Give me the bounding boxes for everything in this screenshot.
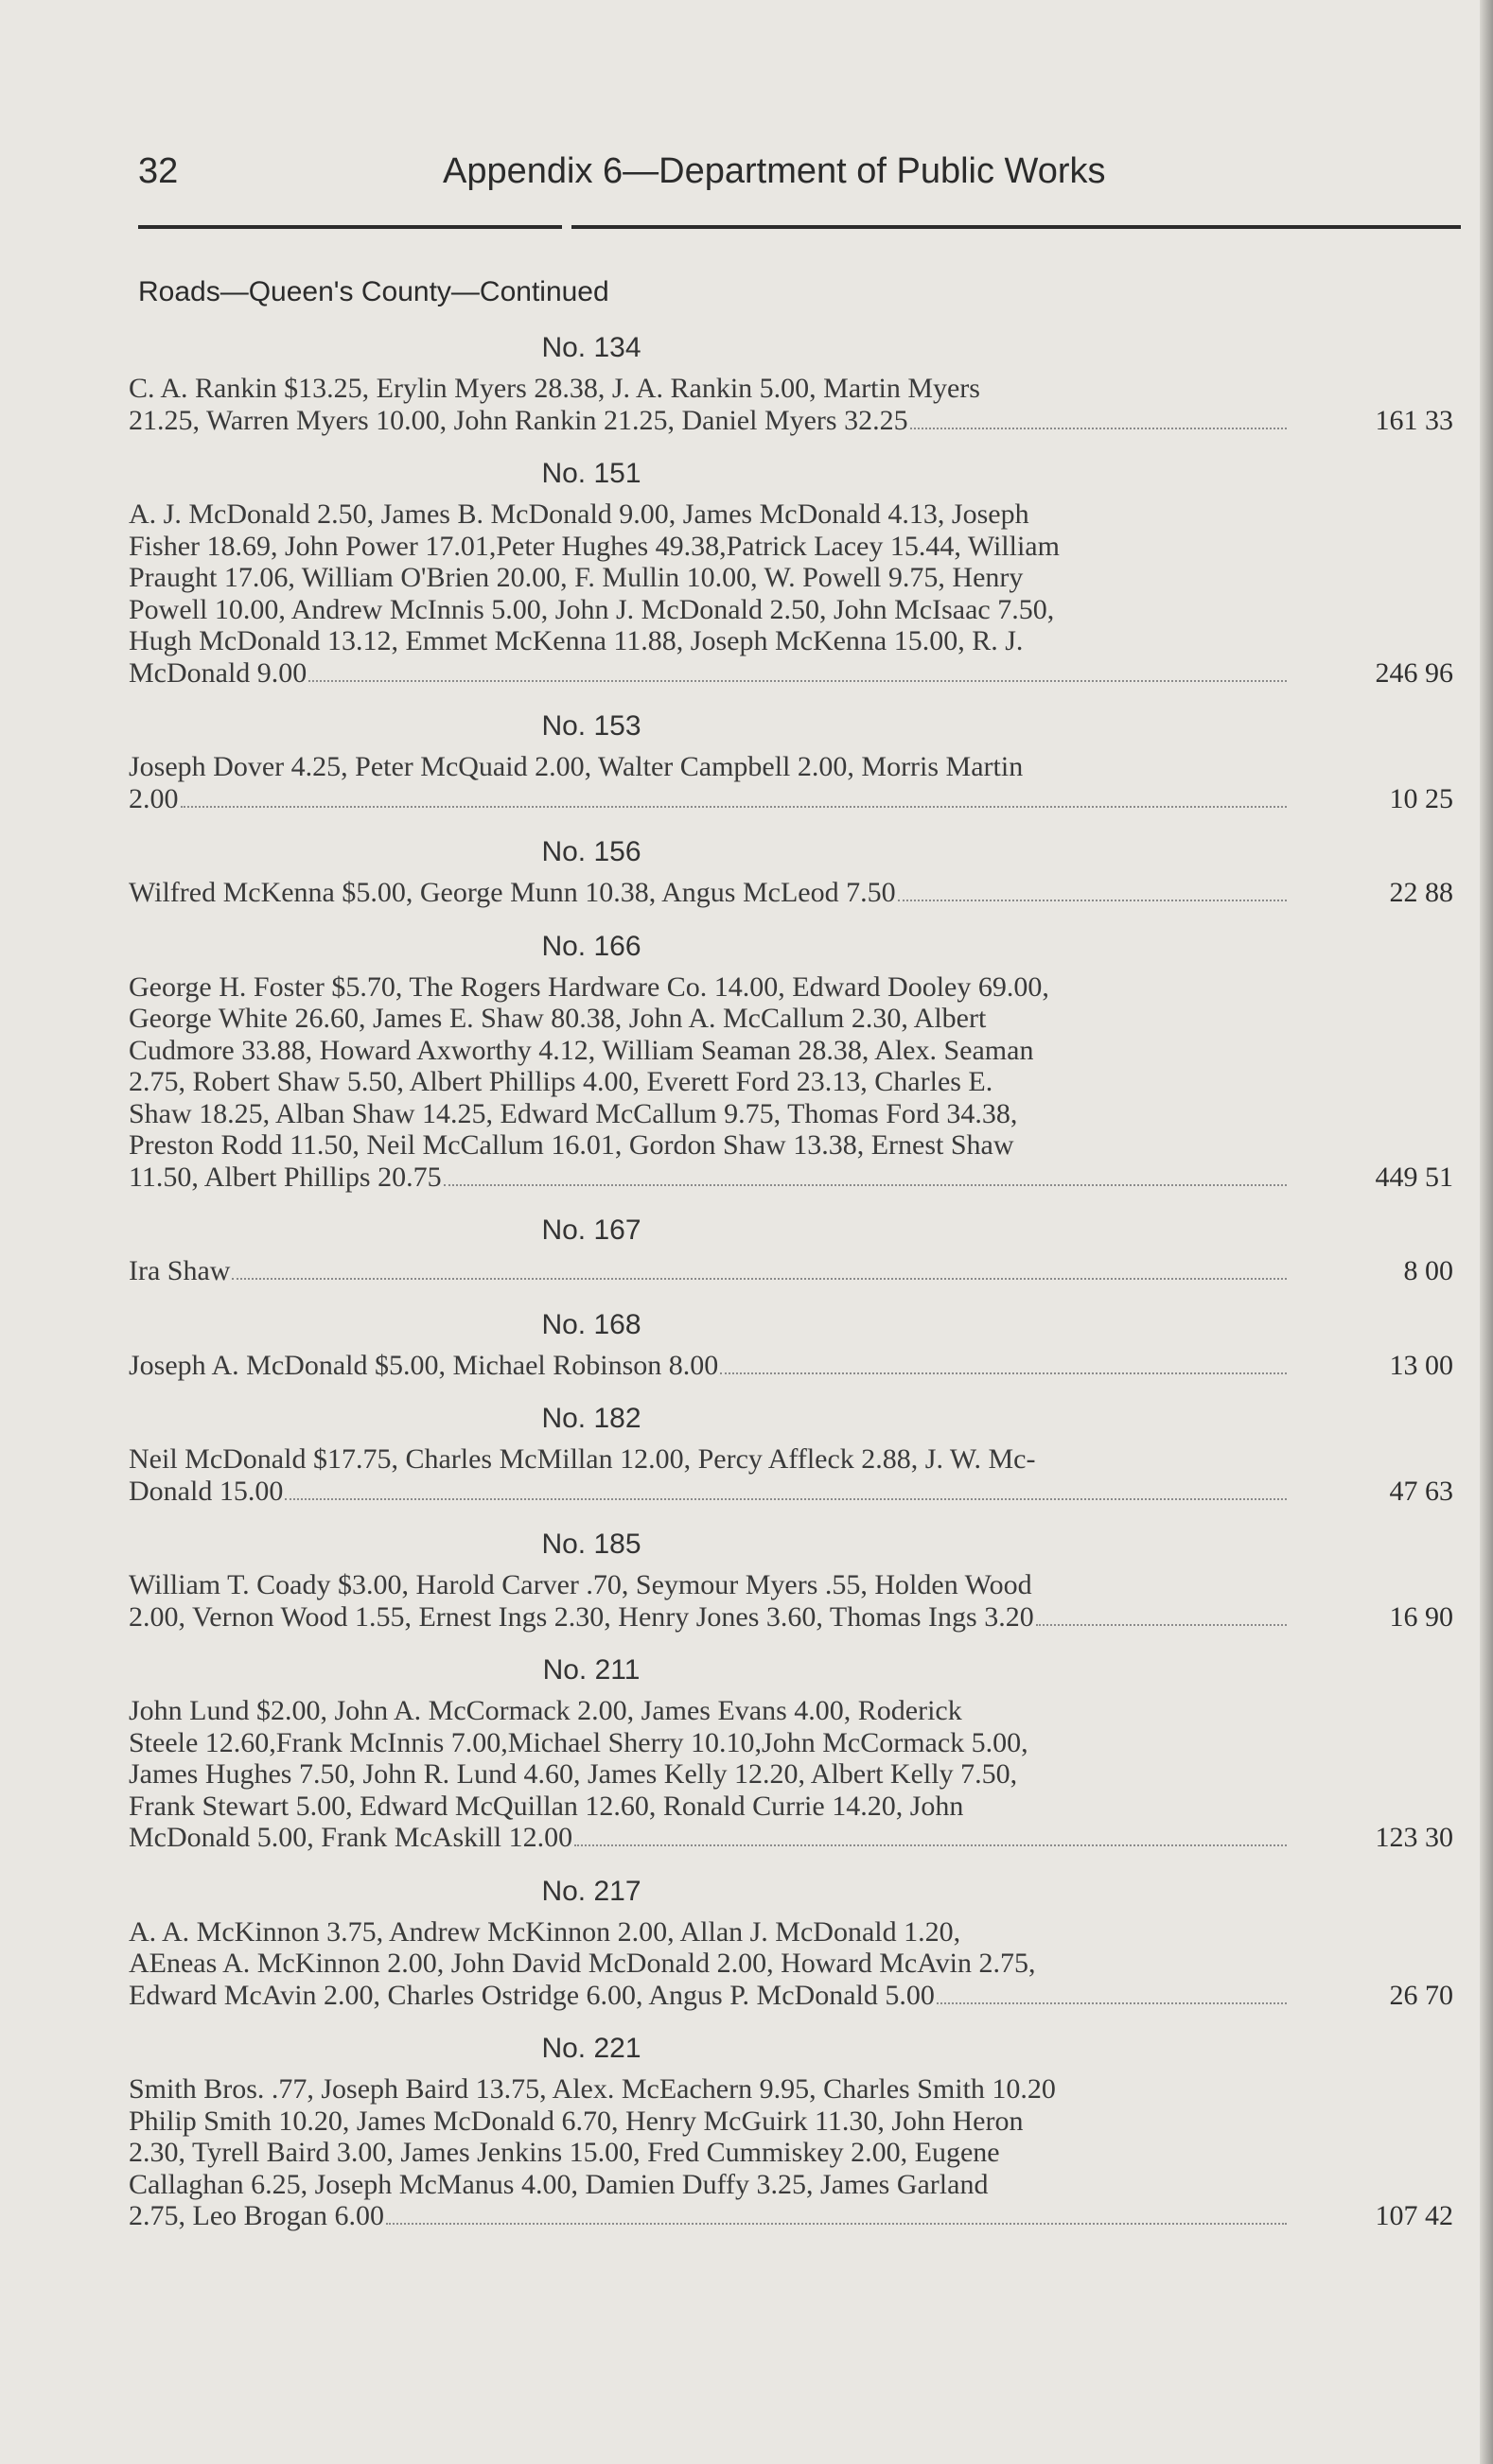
- entry-number: No. 182: [541, 1403, 641, 1434]
- entry: [0, 449, 1493, 689]
- entry-number: No. 221: [541, 2033, 641, 2064]
- entry-line: A. J. McDonald 2.50, James B. McDonald 9.00, James McDonald 4.13, Joseph: [129, 498, 1029, 530]
- entry-amount: 449 51: [1375, 1161, 1453, 1193]
- entry-line: Callaghan 6.25, Joseph McManus 4.00, Damien Duffy 3.25, James Garland: [129, 2168, 989, 2200]
- entry-spacer: [0, 1287, 1493, 1301]
- entry-body: [129, 970, 1453, 1194]
- entry-last-line-text: McDonald 9.00: [129, 656, 307, 689]
- entry-line: Preston Rodd 11.50, Neil McCallum 16.01, Gordon Shaw 13.38, Ernest Shaw: [129, 1129, 1014, 1161]
- entry-line: George White 26.60, James E. Shaw 80.38, John A. McCallum 2.30, Albert: [129, 1003, 987, 1034]
- entry-number: No. 185: [541, 1529, 641, 1560]
- entry-line: C. A. Rankin $13.25, Erylin Myers 28.38, J. A. Rankin 5.00, Martin Myers: [129, 373, 980, 404]
- dot-leader: [574, 1844, 1287, 1846]
- entry-spacer: [0, 1193, 1493, 1206]
- entry-body: [129, 1569, 1453, 1633]
- entry: [0, 1206, 1493, 1287]
- entry-spacer: [0, 1381, 1493, 1394]
- entry-last-line: [129, 1350, 1294, 1382]
- entry-body: [129, 1443, 1453, 1507]
- entry-body: [129, 2073, 1453, 2232]
- entry-amount: 107 42: [1375, 2200, 1453, 2231]
- entry-last-line-text: Ira Shaw: [129, 1255, 231, 1286]
- entry-spacer: [0, 909, 1493, 922]
- header-rule-left: [138, 225, 562, 229]
- entry-last-line: [129, 657, 1294, 690]
- entry-amount: 246 96: [1375, 656, 1453, 689]
- entries-list: [0, 323, 1493, 2246]
- entry-number: No. 168: [541, 1308, 641, 1340]
- entry-last-line-text: 2.00, Vernon Wood 1.55, Ernest Ings 2.30, Henry Jones 3.60, Thomas Ings 3.20: [129, 1600, 1034, 1633]
- entry-last-line-text: Joseph A. McDonald $5.00, Michael Robinson 8.00: [129, 1349, 719, 1381]
- entry-last-line-text: Wilfred McKenna $5.00, George Munn 10.38, Angus McLeod 7.50: [129, 877, 896, 908]
- entry-amount: 161 33: [1375, 404, 1453, 436]
- entry-line: Smith Bros. .77, Joseph Baird 13.75, Alex. McEachern 9.95, Charles Smith 10.20: [129, 2073, 1056, 2105]
- entry-line: 2.75, Robert Shaw 5.50, Albert Phillips 4.00, Everett Ford 23.13, Charles E.: [129, 1066, 993, 1097]
- entry-amount: 22 88: [1389, 877, 1453, 908]
- entry-line: Powell 10.00, Andrew McInnis 5.00, John J. McDonald 2.50, John McIsaac 7.50,: [129, 593, 1055, 625]
- entry-line: Steele 12.60,Frank McInnis 7.00,Michael Sherry 10.10,John McCormack 5.00,: [129, 1726, 1028, 1758]
- entry-number: No. 211: [542, 1654, 641, 1686]
- entry-line: Fisher 18.69, John Power 17.01,Peter Hughes 49.38,Patrick Lacey 15.44, William: [129, 530, 1060, 562]
- entry-last-line-text: Edward McAvin 2.00, Charles Ostridge 6.00, Angus P. McDonald 5.00: [129, 1979, 935, 2011]
- entry: [0, 922, 1493, 1194]
- entry-spacer: [0, 689, 1493, 702]
- entry-number: No. 156: [541, 836, 641, 867]
- entry-line: Praught 17.06, William O'Brien 20.00, F. Mullin 10.00, W. Powell 9.75, Henry: [129, 562, 1024, 593]
- entry-amount: 47 63: [1389, 1475, 1453, 1507]
- dot-leader: [444, 1184, 1287, 1186]
- entry-line: Philip Smith 10.20, James McDonald 6.70, Henry McGuirk 11.30, John Heron: [129, 2105, 1024, 2137]
- dot-leader: [1036, 1624, 1287, 1626]
- entry-body: [129, 373, 1453, 436]
- entry-spacer: [0, 2011, 1493, 2024]
- dot-leader: [308, 680, 1287, 682]
- entry-last-line: [129, 1980, 1294, 2012]
- page-header: [138, 151, 1463, 208]
- entry: [0, 2024, 1493, 2232]
- entry-body: [129, 1915, 1453, 2012]
- entry-line: Joseph Dover 4.25, Peter McQuaid 2.00, Walter Campbell 2.00, Morris Martin: [129, 751, 1024, 782]
- entry-number: No. 217: [541, 1875, 641, 1907]
- entry-body: [129, 1349, 1453, 1382]
- entry-last-line-text: 11.50, Albert Phillips 20.75: [129, 1161, 442, 1193]
- entry-last-line: [129, 783, 1294, 815]
- entry-number: No. 166: [541, 930, 641, 962]
- entry: [0, 1646, 1493, 1854]
- entry-line: William T. Coady $3.00, Harold Carver .70, Seymour Myers .55, Holden Wood: [129, 1569, 1032, 1600]
- dot-leader: [937, 2002, 1287, 2004]
- entry-last-line: [129, 1476, 1294, 1508]
- entry-last-line: [129, 2200, 1294, 2232]
- entry-line: Neil McDonald $17.75, Charles McMillan 12.00, Percy Affleck 2.88, J. W. Mc-: [129, 1443, 1036, 1475]
- entry-last-line-text: 2.75, Leo Brogan 6.00: [129, 2200, 384, 2231]
- entry-spacer: [0, 814, 1493, 828]
- header-rule-right: [571, 225, 1461, 229]
- entry-line: Frank Stewart 5.00, Edward McQuillan 12.60, Ronald Currie 14.20, John: [129, 1790, 964, 1822]
- entry: [0, 1520, 1493, 1633]
- entry-number: No. 153: [541, 710, 641, 742]
- entry: [0, 1867, 1493, 2012]
- entry-amount: 8 00: [1403, 1255, 1453, 1286]
- entry-number: No. 167: [541, 1215, 641, 1246]
- entry-spacer: [0, 2232, 1493, 2246]
- entry-spacer: [0, 1854, 1493, 1867]
- entry-body: [129, 498, 1453, 689]
- entry-spacer: [0, 1507, 1493, 1520]
- entry: [0, 828, 1493, 909]
- entry-line: John Lund $2.00, John A. McCormack 2.00, James Evans 4.00, Roderick: [129, 1695, 962, 1726]
- page-number: 32: [138, 151, 179, 191]
- entry-line: George H. Foster $5.70, The Rogers Hardware Co. 14.00, Edward Dooley 69.00,: [129, 970, 1049, 1003]
- entry-last-line: [129, 1822, 1294, 1854]
- entry-number: No. 134: [541, 332, 641, 363]
- entry-amount: 16 90: [1389, 1600, 1453, 1633]
- entry-last-line: [129, 1255, 1294, 1287]
- entry-body: [129, 877, 1453, 909]
- entry: [0, 1394, 1493, 1507]
- entry-line: A. A. McKinnon 3.75, Andrew McKinnon 2.00, Allan J. McDonald 1.20,: [129, 1915, 961, 1948]
- entry: [0, 323, 1493, 436]
- entry-last-line: [129, 877, 1294, 909]
- entry-body: [129, 751, 1453, 814]
- dot-leader: [285, 1498, 1287, 1500]
- entry-amount: 26 70: [1389, 1979, 1453, 2011]
- dot-leader: [232, 1278, 1287, 1280]
- section-heading: Roads—Queen's County—Continued: [138, 276, 609, 307]
- entry-last-line-text: McDonald 5.00, Frank McAskill 12.00: [129, 1822, 573, 1853]
- dot-leader: [910, 428, 1287, 429]
- entry-last-line: [129, 1162, 1294, 1194]
- entry-line: James Hughes 7.50, John R. Lund 4.60, James Kelly 12.20, Albert Kelly 7.50,: [129, 1758, 1018, 1790]
- running-title: Appendix 6—Department of Public Works: [443, 151, 1106, 191]
- dot-leader: [386, 2223, 1287, 2225]
- dot-leader: [898, 900, 1287, 901]
- entry-line: Shaw 18.25, Alban Shaw 14.25, Edward McCallum 9.75, Thomas Ford 34.38,: [129, 1097, 1018, 1129]
- entry-body: [129, 1695, 1453, 1854]
- entry-spacer: [0, 436, 1493, 449]
- dot-leader: [720, 1372, 1287, 1374]
- entry-spacer: [0, 1633, 1493, 1646]
- entry-last-line: [129, 405, 1294, 437]
- entry-amount: 13 00: [1389, 1349, 1453, 1381]
- entry-line: 2.30, Tyrell Baird 3.00, James Jenkins 15.00, Fred Cummiskey 2.00, Eugene: [129, 2137, 1000, 2168]
- entry-body: [129, 1255, 1453, 1287]
- entry: [0, 1301, 1493, 1382]
- entry-line: AEneas A. McKinnon 2.00, John David McDonald 2.00, Howard McAvin 2.75,: [129, 1948, 1036, 1979]
- dot-leader: [181, 806, 1288, 808]
- entry-last-line-text: 21.25, Warren Myers 10.00, John Rankin 21.25, Daniel Myers 32.25: [129, 404, 908, 436]
- entry-amount: 10 25: [1389, 782, 1453, 814]
- entry-number: No. 151: [541, 458, 641, 489]
- entry-line: Hugh McDonald 13.12, Emmet McKenna 11.88, Joseph McKenna 15.00, R. J.: [129, 625, 1024, 656]
- entry-last-line-text: Donald 15.00: [129, 1475, 284, 1507]
- entry-amount: 123 30: [1375, 1822, 1453, 1853]
- entry-last-line: [129, 1601, 1294, 1634]
- entry-line: Cudmore 33.88, Howard Axworthy 4.12, William Seaman 28.38, Alex. Seaman: [129, 1034, 1034, 1066]
- entry: [0, 702, 1493, 814]
- entry-last-line-text: 2.00: [129, 782, 179, 814]
